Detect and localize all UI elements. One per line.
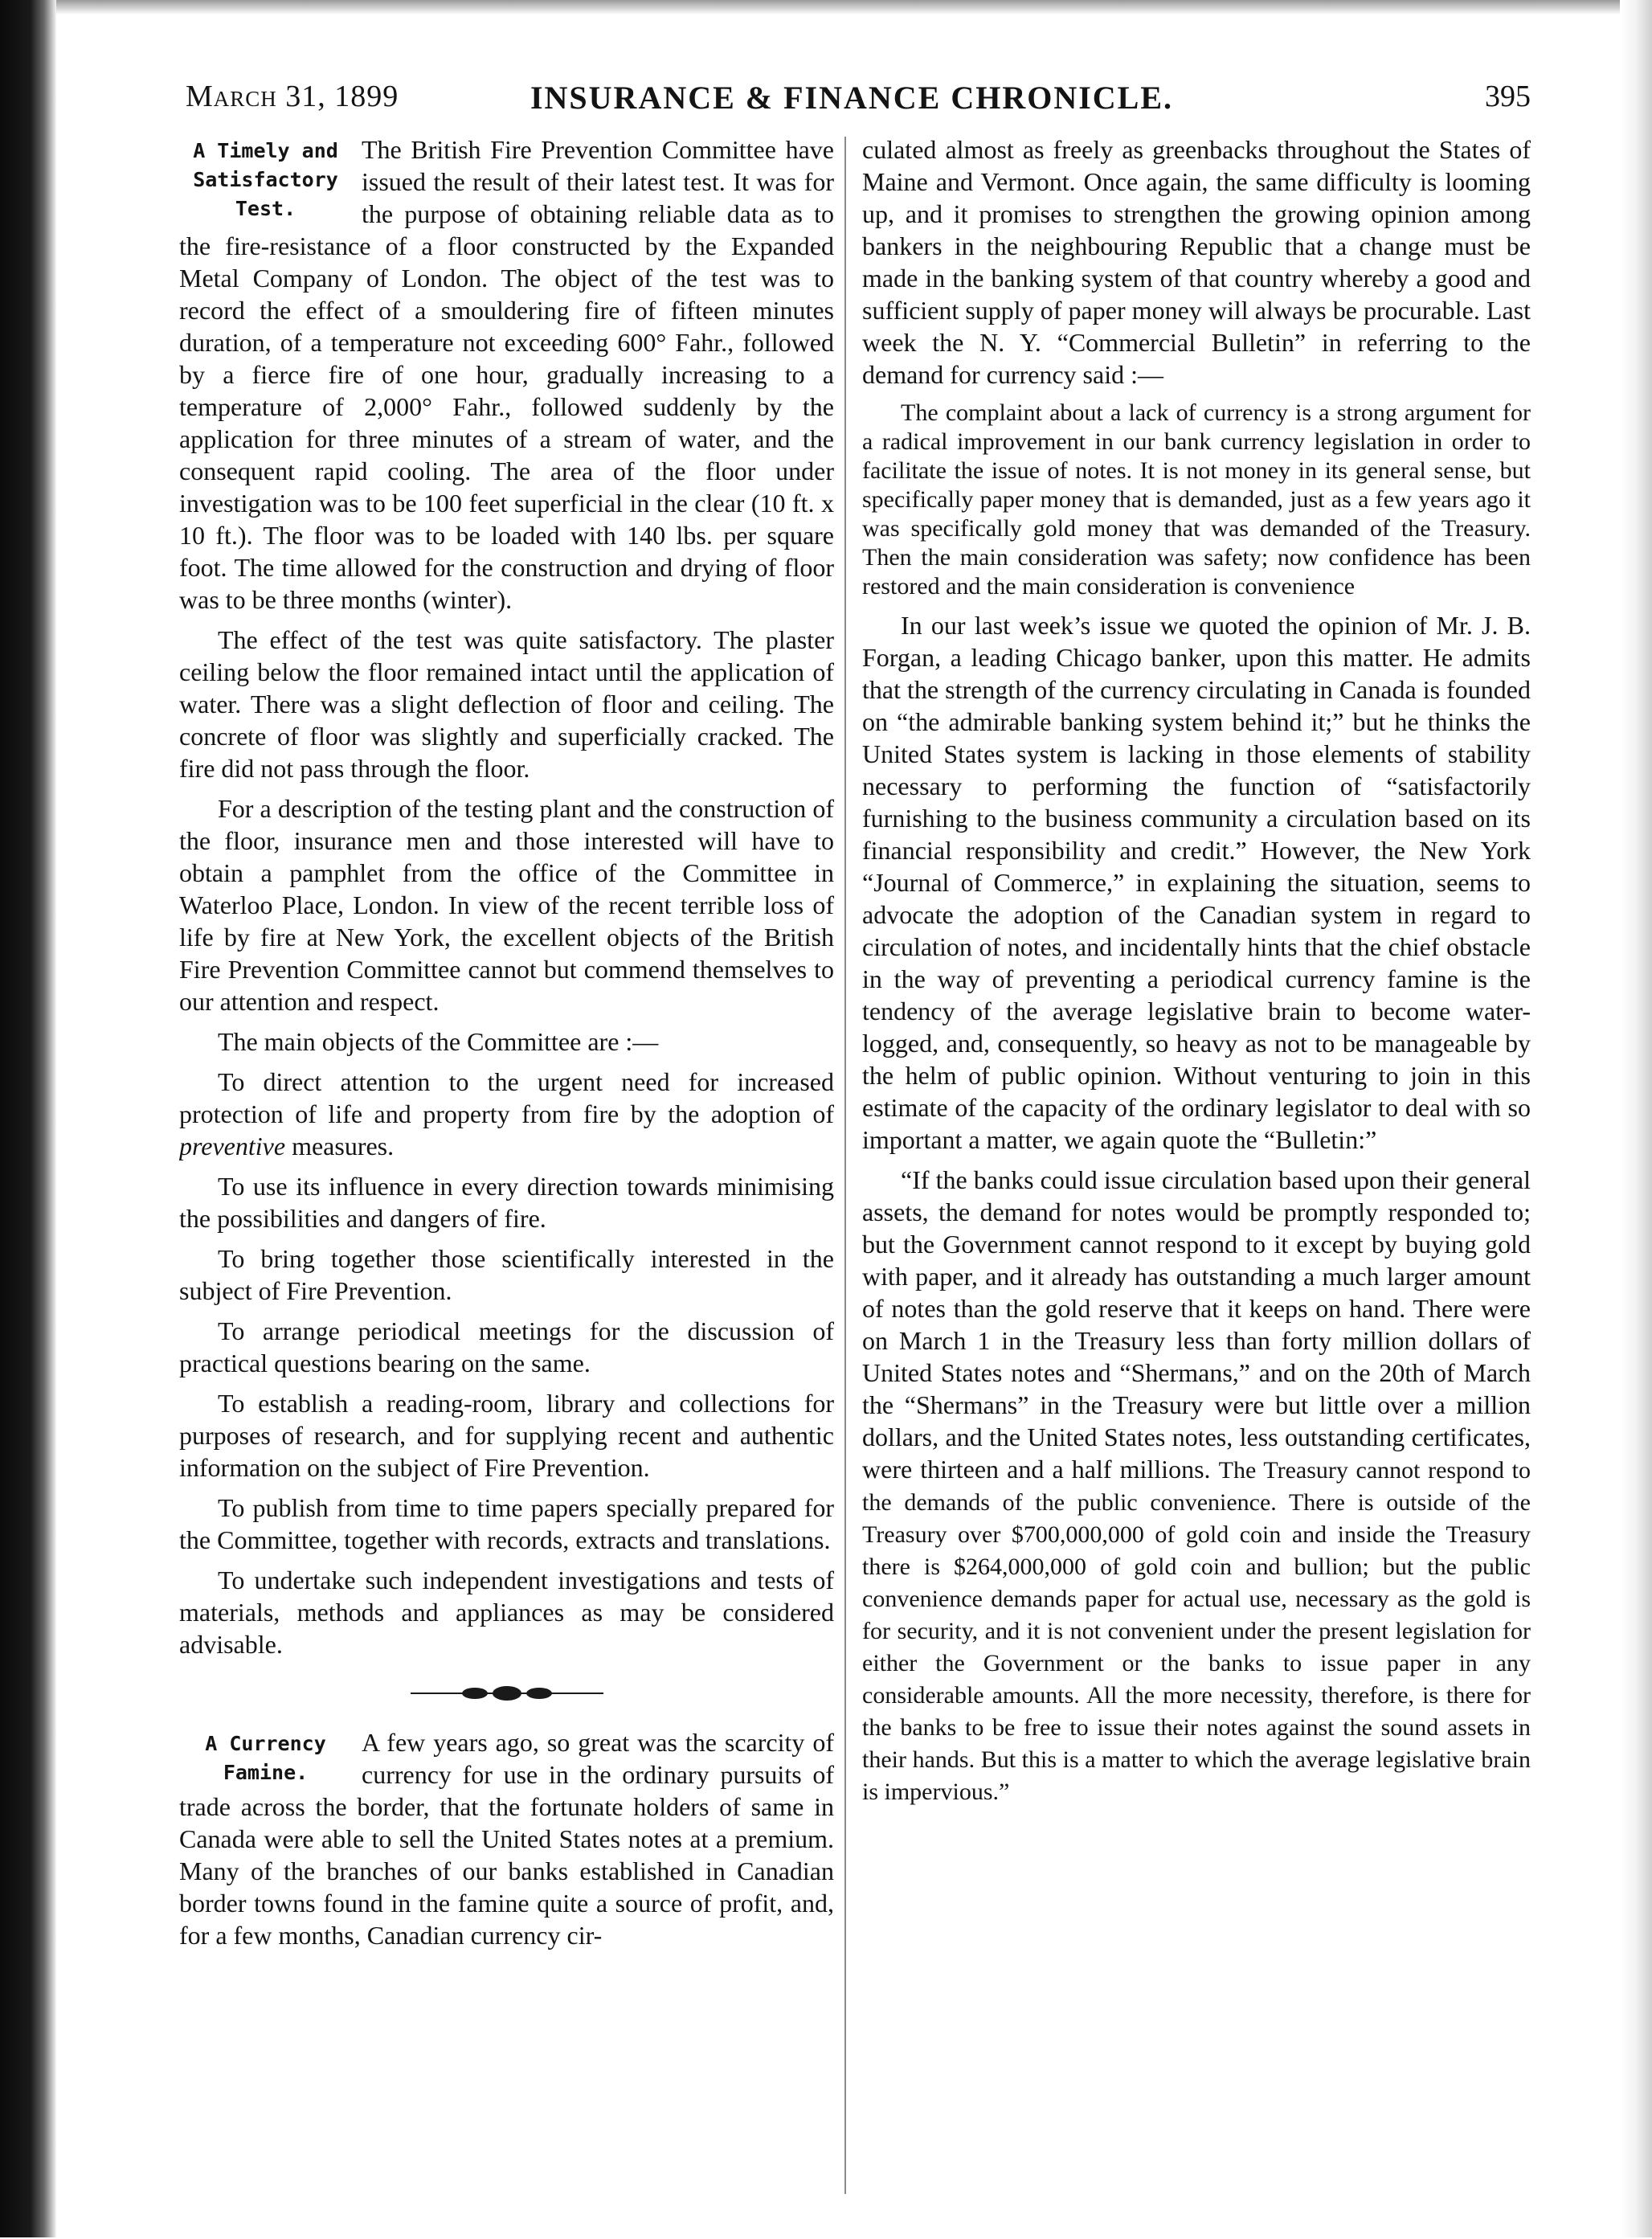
scan-edge-right [1620,0,1652,2237]
left-column [179,133,834,2239]
committee-object: To arrange periodical meetings for the discussion of practical questions bearing on the same. [179,1316,834,1377]
sidehead-line: A Timely and [193,139,338,162]
bulletin-quote: The complaint about a lack of currency is a strong argument for a radical improvement in our bank currency legislation in order to facilitate the issue of notes. It is not money in its general sense, but specifically paper money that is demanded, just as a few years ago it was specifically gold money that was demanded of the Treasury. Then the main consideration was safety; now confidence has been restored and the main consideration is convenience [862,399,1531,600]
object-text-end: measures. [292,1132,395,1160]
sidehead-currency-famine [179,1729,352,1787]
running-head [173,69,1531,121]
sidehead-line: Satisfactory [193,168,338,191]
section-divider-ornament [411,1681,603,1705]
committee-object: To establish a reading-room, library and collections for purposes of research, and for supplying recent and authentic information on the subject of Fire Prevention. [179,1389,834,1482]
committee-object: To publish from time to time papers specially prepared for the Committee, together with records, extracts and translations. [179,1493,834,1554]
sidehead-line: Famine. [223,1761,309,1784]
object-italic-word: preventive [179,1132,286,1160]
bulletin-quote-continued [862,1164,1531,1807]
committee-object: To undertake such independent investigations and tests of materials, methods and appliances as may be considered advisable. [179,1566,834,1659]
quote-rest: The Treasury cannot respond to the demands of the public convenience. There is outside of the Treasury over $700,000,000 of gold coin and inside the Treasury there is $264,000,000 of gold coin and bullion; but the public convenience demands paper for actual use, necessary as the gold is for security, and it is not convenient under the present legislation for either the Government or the banks to issue paper in any considerable amounts. All the more necessity, therefore, is there for the banks to be free to issue their notes against the sound assets in their hands. But this is a matter to which the average legislative brain is impervious.” [862,1457,1531,1805]
newspaper-page [173,56,1531,2218]
article-paragraph: The effect of the test was quite satisfactory. The plaster ceiling below the floor remained intact until the application of water. There was a slight deflection of floor and ceiling. The concrete of floor was slightly and superficially cracked. The fire did not pass through the floor. [179,625,834,783]
issue-date: March 31, 1899 [186,80,399,113]
journal-title: INSURANCE & FINANCE CHRONICLE. [530,80,1174,116]
sidehead-line: Test. [235,197,296,220]
right-column [862,133,1531,2239]
article-paragraph: culated almost as freely as greenbacks throughout the States of Maine and Vermont. Once again, the same difficulty is looming up, and it promises to strengthen the growing opinion among bankers in the neighbouring Republic that a change must be made in the banking system of that country whereby a good and sufficient supply of paper money will always be procurable. Last week the N. Y. “Commercial Bulletin” in referring to the demand for currency said :— [862,135,1531,389]
object-text: To direct attention to the urgent need for increased protection of life and property from fire by the adoption of [179,1067,834,1128]
article-paragraph: For a description of the testing plant and the construction of the floor, insurance men and those interested will have to obtain a pamphlet from the office of the Committee in Waterloo Place, London. In view of the recent terrible loss of life by fire at New York, the excellent objects of the British Fire Prevention Committee cannot but commend themselves to our attention and respect. [179,794,834,1016]
page-number: 395 [1485,80,1531,113]
column-rule [844,137,846,2194]
scan-binding-edge [0,0,56,2237]
article-paragraph: The British Fire Prevention Committee have issued the result of their latest test. It was for the purpose of obtaining reliable data as to the fire-resistance of a floor constructed by the Expanded Metal Company of London. The object of the test was to record the effect of a smouldering fire of fifteen minutes duration, of a temperature not exceeding 600° Fahr., followed by a fierce fire of one hour, gradually increasing to a temperature of 2,000° Fahr., followed suddenly by the application for three minutes of a stream of water, and the consequent rapid cooling. The area of the floor under investigation was to be 100 feet superficial in the clear (10 ft. x 10 ft.). The floor was to be loaded with 140 lbs. per square foot. The time allowed for the construction and drying of floor was to be three months (winter). [179,135,834,614]
article-paragraph: The main objects of the Committee are :— [218,1027,659,1056]
sidehead-timely-test [179,137,352,223]
article-paragraph: In our last week’s issue we quoted the opinion of Mr. J. B. Forgan, a leading Chicago banker, upon this matter. He admits that the strength of the currency circulating in Canada is founded on “the admirable banking system behind it;” but he thinks the United States system is lacking in those elements of stability necessary to performing the function of “satisfactorily furnishing to the business community a circulation based on its financial responsibility and credit.” However, the New York “Journal of Commerce,” in explaining the situation, seems to advocate the adoption of the Canadian system in regard to circulation of notes, and incidentally hints that the chief obstacle in the way of preventing a periodical currency famine is the tendency of the average legislative brain to become water-logged, and, consequently, so heavy as not to be manageable by the helm of public opinion. Without venturing to join in this estimate of the capacity of the ordinary legislator to deal with so important a matter, we again quote the “Bulletin:” [862,611,1531,1154]
article-paragraph: A few years ago, so great was the scarcity of currency for use in the ordinary pursuits of trade across the border, that the fortunate holders of same in Canada were able to sell the United States notes at a premium. Many of the branches of our banks established in Canadian border towns found in the famine quite a source of profit, and, for a few months, Canadian currency cir- [179,1728,834,1950]
sidehead-line: A Currency [205,1732,326,1755]
committee-object [179,1066,834,1162]
quote-lead: “If the banks could issue circulation based upon their general assets, the demand for notes would be promptly responded to; but the Government cannot respond to it except by buying gold with paper, and it already has outstanding a much larger amount of notes than the gold reserve that it keeps on hand. There were on March 1 in the Treasury less than forty million dollars of United States notes and “Shermans,” and on the 20th of March the “Shermans” in the Treasury were but little over a million dollars, and the United States notes, less outstanding certificates, were thirteen and a half millions. [862,1165,1531,1484]
committee-object: To use its influence in every direction towards minimising the possibilities and dangers of fire. [179,1172,834,1233]
scan-edge-top [0,0,1652,14]
committee-object: To bring together those scientifically interested in the subject of Fire Prevention. [179,1244,834,1305]
